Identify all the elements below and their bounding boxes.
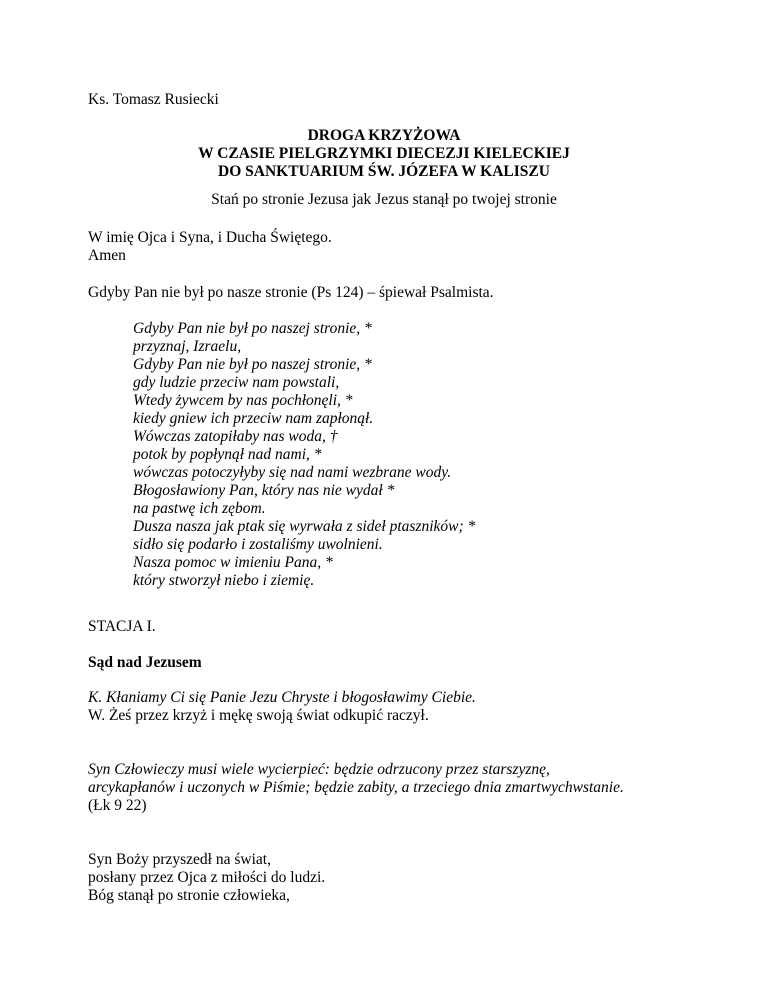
reflection-line: Syn Boży przyszedł na świat, (88, 851, 271, 868)
intro-line: Gdyby Pan nie był po nasze stronie (Ps 124) – śpiewał Psalmista. (88, 284, 494, 301)
psalm-line: Błogosławiony Pan, który nas nie wydał * (133, 482, 395, 499)
psalm-line: Nasza pomoc w imieniu Pana, * (133, 554, 333, 571)
reflection-line: Bóg stanął po stronie człowieka, (88, 887, 290, 904)
scripture-reference: (Łk 9 22) (88, 797, 147, 814)
title-line-3: DO SANKTUARIUM ŚW. JÓZEFA W KALISZU (218, 163, 550, 180)
psalm-line: gdy ludzie przeciw nam powstali, (133, 374, 340, 391)
psalm-line: wówczas potoczyłyby się nad nami wezbrane wody. (133, 464, 452, 481)
station-w-line: W. Żeś przez krzyż i mękę swoją świat odkupić raczył. (88, 707, 429, 724)
author-line: Ks. Tomasz Rusiecki (88, 91, 219, 108)
psalm-line: Gdyby Pan nie był po naszej stronie, * (133, 356, 372, 373)
station-label: STACJA I. (88, 618, 156, 635)
title-line-1: DROGA KRZYŻOWA (307, 127, 461, 144)
scripture-line: arcykapłanów i uczonych w Piśmie; będzie zabity, a trzeciego dnia zmartwychwstanie. (88, 779, 624, 796)
psalm-line: Dusza nasza jak ptak się wyrwała z sideł ptaszników; * (133, 518, 476, 535)
station-heading: Sąd nad Jezusem (88, 654, 202, 671)
invocation-line-2: Amen (88, 247, 126, 264)
psalm-line: sidło się podarło i zostaliśmy uwolnieni. (133, 536, 383, 553)
reflection-line: posłany przez Ojca z miłości do ludzi. (88, 869, 326, 886)
psalm-line: Wtedy żywcem by nas pochłonęli, * (133, 392, 353, 409)
motto-line: Stań po stronie Jezusa jak Jezus stanął po twojej stronie (211, 191, 557, 208)
psalm-line: na pastwę ich zębom. (133, 500, 266, 517)
psalm-line: przyznaj, Izraelu, (133, 338, 242, 355)
invocation-line-1: W imię Ojca i Syna, i Ducha Świętego. (88, 229, 332, 246)
psalm-line: potok by popłynął nad nami, * (133, 446, 322, 463)
station-k-line: K. Kłaniamy Ci się Panie Jezu Chryste i błogosławimy Ciebie. (88, 689, 476, 706)
psalm-line: Gdyby Pan nie był po naszej stronie, * (133, 320, 372, 337)
title-line-2: W CZASIE PIELGRZYMKI DIECEZJI KIELECKIEJ (198, 145, 570, 162)
psalm-line: Wówczas zatopiłaby nas woda, † (133, 428, 338, 445)
scripture-line: Syn Człowieczy musi wiele wycierpieć: będzie odrzucony przez starszyznę, (88, 761, 550, 778)
psalm-line: który stworzył niebo i ziemię. (133, 572, 315, 589)
psalm-line: kiedy gniew ich przeciw nam zapłonął. (133, 410, 374, 427)
